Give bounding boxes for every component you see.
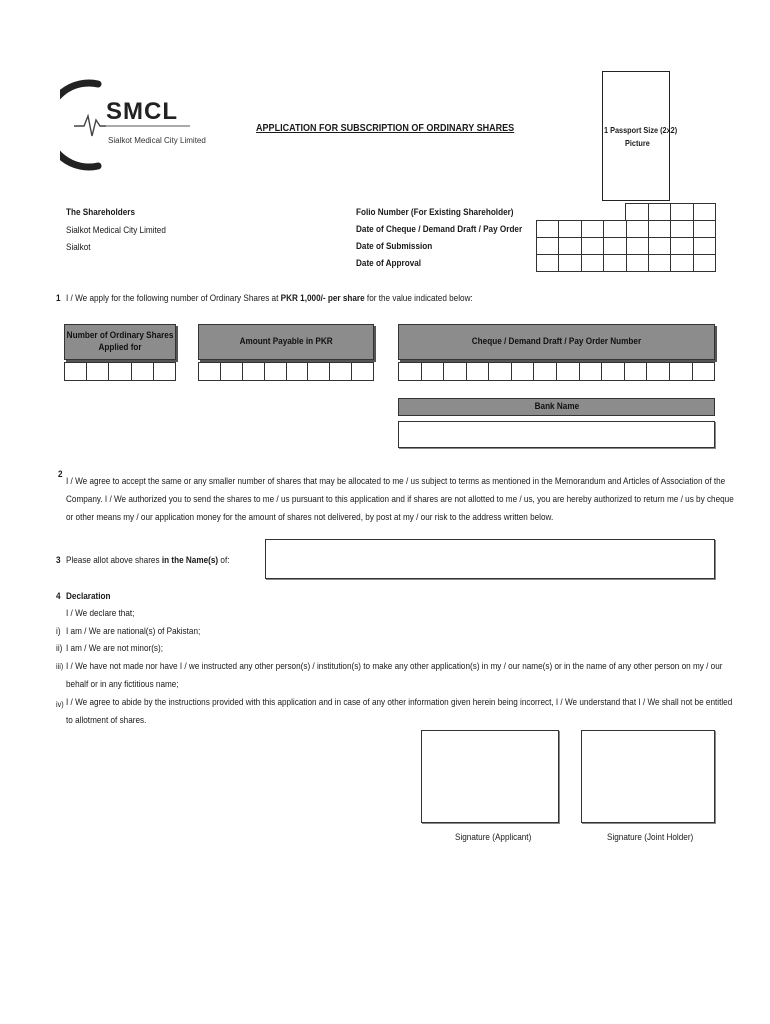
- shares-applied-header: [64, 324, 176, 360]
- declaration-item-3: I / We have not made nor have I / we instructed any other person(s) / institution(s) to make any other application(s) in my / our name(s) or in the name of any other person on my / our: [66, 661, 723, 672]
- company-logo: [60, 76, 206, 172]
- applicant-name-input[interactable]: [265, 539, 715, 579]
- joint-holder-signature-label: Signature (Joint Holder): [607, 832, 694, 843]
- section-3-number: 3: [56, 555, 61, 566]
- photo-label: 1 Passport Size (2x2): [604, 125, 678, 135]
- form-title: APPLICATION FOR SUBSCRIPTION OF ORDINARY SHARES: [256, 122, 515, 134]
- amount-payable-header: [198, 324, 374, 360]
- passport-photo-box[interactable]: [602, 71, 678, 201]
- declaration-marker-1: i): [56, 626, 61, 637]
- section-3-text: Please allot above shares in the Name(s) of:: [66, 555, 230, 566]
- declaration-item-2: I am / We are not minor(s);: [66, 643, 164, 654]
- addressee-city: Sialkot: [66, 242, 91, 253]
- declaration-marker-2: ii): [56, 643, 63, 654]
- section-2-number: 2: [58, 469, 63, 480]
- cheque-date-grid[interactable]: [536, 220, 716, 238]
- declaration-item-4-cont: to allotment of shares.: [66, 715, 147, 726]
- folio-number-label: Folio Number (For Existing Shareholder): [356, 207, 514, 218]
- applicant-signature-label: Signature (Applicant): [455, 832, 532, 843]
- folio-number-grid[interactable]: [625, 203, 716, 221]
- bank-name-input[interactable]: [398, 421, 715, 448]
- declaration-item-1: I am / We are national(s) of Pakistan;: [66, 626, 201, 637]
- submission-date-label: Date of Submission: [356, 241, 433, 252]
- logo-text: SMCL: [106, 98, 178, 125]
- section-4-number: 4: [56, 591, 61, 602]
- section-1-text: I / We apply for the following number of Ordinary Shares at PKR 1,000/- per share for the value indicated below:: [66, 293, 473, 304]
- section-2-line-1: I / We agree to accept the same or any smaller number of shares that may be allocated to me / us subject to terms as mentioned in the Memorandum and Articles of Association of the: [66, 476, 726, 487]
- photo-label-2: Picture: [625, 138, 650, 148]
- amount-payable-input[interactable]: [198, 362, 374, 381]
- declaration-item-4: I / We agree to abide by the instructions provided with this application and in case of any other information given herein being incorrect, I / We understand that I / We shall not be entitled: [66, 697, 733, 708]
- declaration-item-3-cont: behalf or in any fictitious name;: [66, 679, 179, 690]
- section-2-line-2: Company. I / We authorized you to send the shares to me / us pursuant to this application and if shares are not allotted to me / us, you are hereby authorized to return me / us by cheque: [66, 494, 734, 505]
- logo-subtitle: Sialkot Medical City Limited: [108, 136, 206, 145]
- addressee-heading: The Shareholders: [66, 207, 136, 218]
- declaration-intro: I / We declare that;: [66, 608, 135, 619]
- section-2-line-3: or other means my / our application money for the amount of shares not delivered, by post at my / our risk to the address written below.: [66, 512, 554, 523]
- shares-applied-input[interactable]: [64, 362, 176, 381]
- submission-date-grid[interactable]: [536, 237, 716, 255]
- cheque-number-header: [398, 324, 715, 360]
- declaration-heading: Declaration: [66, 591, 111, 602]
- cheque-number-input[interactable]: [398, 362, 715, 381]
- approval-date-label: Date of Approval: [356, 258, 422, 269]
- cheque-date-label: Date of Cheque / Demand Draft / Pay Order: [356, 224, 523, 235]
- addressee-company: Sialkot Medical City Limited: [66, 225, 166, 236]
- bank-name-header: [398, 398, 715, 416]
- declaration-marker-3: iii): [56, 661, 64, 671]
- joint-holder-signature-box[interactable]: [581, 730, 715, 823]
- section-1-number: 1: [56, 293, 61, 304]
- amount-payable-label: Amount Payable in PKR: [239, 336, 333, 348]
- approval-date-grid[interactable]: [536, 254, 716, 272]
- applicant-signature-box[interactable]: [421, 730, 559, 823]
- cheque-number-label: Cheque / Demand Draft / Pay Order Number: [471, 336, 642, 348]
- bank-name-label: Bank Name: [534, 401, 579, 413]
- declaration-marker-4: iv): [56, 699, 64, 709]
- shares-applied-label-2: Applied for: [98, 342, 142, 353]
- shares-applied-label-1: Number of Ordinary Shares: [66, 330, 174, 342]
